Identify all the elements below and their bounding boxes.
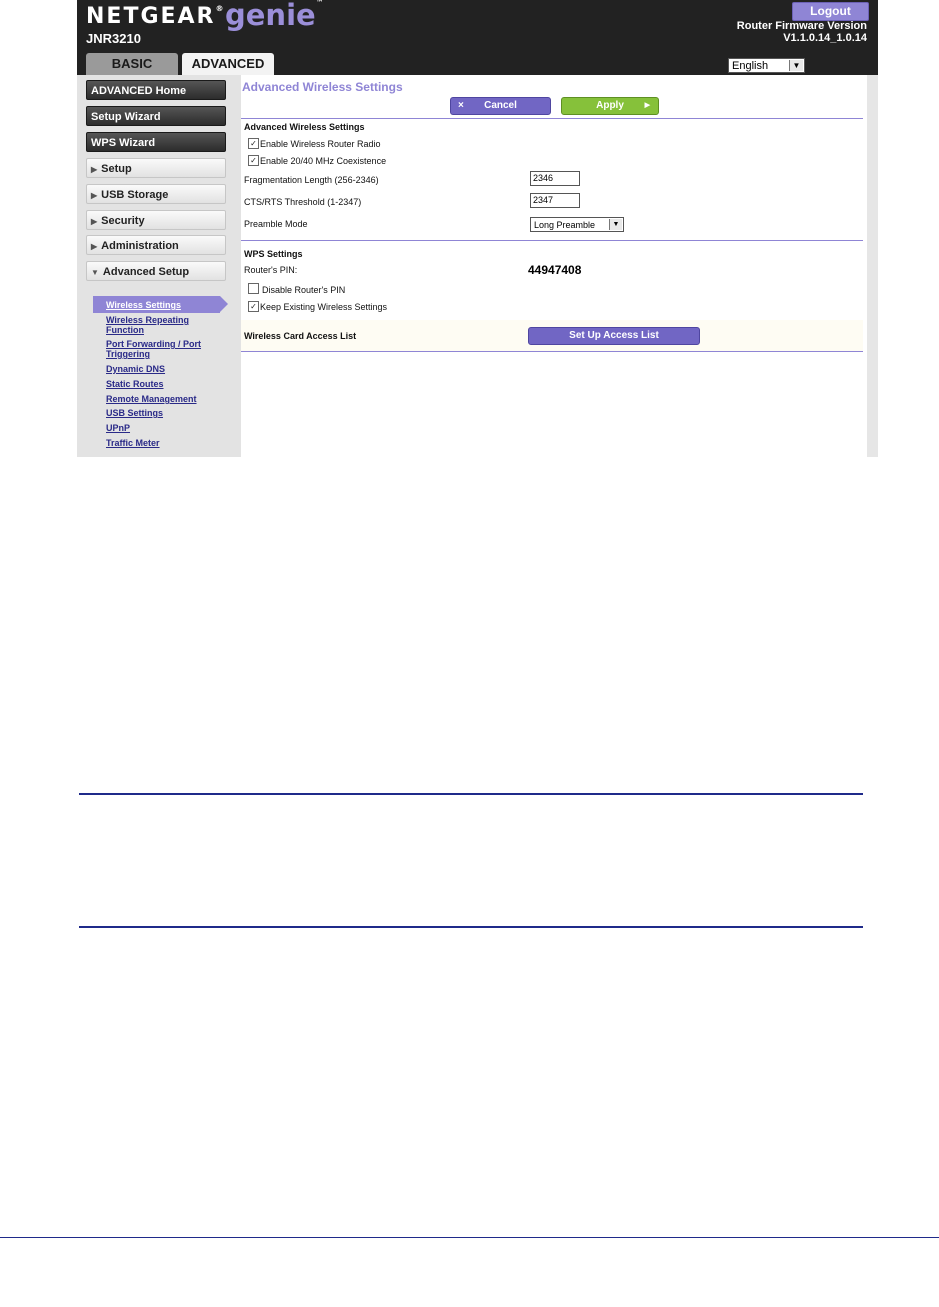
footer-rule bbox=[0, 1237, 939, 1238]
subitem-usb-settings[interactable]: USB Settings bbox=[106, 408, 164, 418]
disable-pin-label: Disable Router's PIN bbox=[262, 285, 346, 295]
cancel-button[interactable]: × Cancel bbox=[450, 97, 551, 115]
triangle-down-icon: ▼ bbox=[91, 268, 99, 277]
chevron-down-icon: ▼ bbox=[789, 60, 803, 71]
tab-basic[interactable]: BASIC bbox=[86, 53, 178, 75]
triangle-right-icon: ▶ bbox=[91, 191, 98, 200]
close-icon: × bbox=[458, 100, 464, 111]
enable-radio-checkbox[interactable] bbox=[248, 138, 259, 149]
enable-radio-label: Enable Wireless Router Radio bbox=[260, 139, 381, 149]
checkmark-icon: ✓ bbox=[250, 302, 257, 311]
triangle-right-icon: ▶ bbox=[91, 165, 98, 174]
router-pin-value: 44947408 bbox=[528, 263, 582, 277]
preamble-mode-label: Preamble Mode bbox=[244, 219, 308, 229]
main-content bbox=[241, 75, 867, 457]
divider bbox=[241, 118, 863, 119]
subitem-upnp[interactable]: UPnP bbox=[106, 423, 131, 433]
advanced-home-button[interactable]: ADVANCED Home bbox=[86, 80, 226, 100]
keep-existing-checkbox[interactable] bbox=[248, 301, 259, 312]
frag-length-input[interactable] bbox=[530, 171, 580, 186]
document-rule bbox=[79, 926, 863, 928]
wps-wizard-button[interactable]: WPS Wizard bbox=[86, 132, 226, 152]
preamble-mode-value: Long Preamble bbox=[534, 220, 596, 230]
language-value: English bbox=[732, 60, 769, 72]
subitem-remote-management[interactable]: Remote Management bbox=[106, 394, 197, 404]
header-bar bbox=[77, 0, 878, 75]
tab-advanced[interactable]: ADVANCED bbox=[182, 53, 274, 75]
keep-existing-label: Keep Existing Wireless Settings bbox=[260, 302, 388, 312]
language-select[interactable] bbox=[728, 58, 805, 73]
setup-wizard-button[interactable]: Setup Wizard bbox=[86, 106, 226, 126]
wireless-section-heading: Advanced Wireless Settings bbox=[244, 122, 365, 132]
sidebar-item-setup[interactable]: ▶ Setup bbox=[86, 158, 226, 178]
enable-coexist-checkbox[interactable] bbox=[248, 155, 259, 166]
divider bbox=[241, 240, 863, 241]
enable-coexist-label: Enable 20/40 MHz Coexistence bbox=[260, 156, 387, 166]
preamble-mode-select[interactable] bbox=[530, 217, 624, 232]
sidebar-item-advanced-setup[interactable]: ▼ Advanced Setup bbox=[86, 261, 226, 281]
set-up-access-list-button[interactable]: Set Up Access List bbox=[528, 327, 700, 345]
subitem-dynamic-dns[interactable]: Dynamic DNS bbox=[106, 364, 166, 374]
checkmark-icon: ✓ bbox=[250, 139, 257, 148]
router-model: JNR3210 bbox=[86, 31, 141, 46]
cts-threshold-label: CTS/RTS Threshold (1-2347) bbox=[244, 197, 362, 207]
apply-button[interactable]: Apply ▶ bbox=[561, 97, 659, 115]
router-admin-screenshot bbox=[77, 0, 878, 457]
subitem-wireless-settings[interactable]: Wireless Settings bbox=[93, 296, 220, 313]
router-pin-label: Router's PIN: bbox=[244, 265, 298, 275]
page-title: Advanced Wireless Settings bbox=[242, 80, 403, 94]
subitem-static-routes[interactable]: Static Routes bbox=[106, 379, 164, 389]
cts-threshold-input[interactable] bbox=[530, 193, 580, 208]
disable-pin-checkbox[interactable] bbox=[248, 283, 259, 294]
sidebar-item-administration[interactable]: ▶ Administration bbox=[86, 235, 226, 255]
divider bbox=[241, 351, 863, 352]
document-rule bbox=[79, 793, 863, 795]
sidebar-item-security[interactable]: ▶ Security bbox=[86, 210, 226, 230]
subitem-traffic-meter[interactable]: Traffic Meter bbox=[106, 438, 160, 448]
access-list-label: Wireless Card Access List bbox=[244, 331, 357, 341]
sidebar bbox=[77, 75, 241, 457]
genie-logo: genie™ bbox=[225, 0, 324, 32]
logout-button[interactable]: Logout bbox=[792, 2, 869, 21]
subitem-port-forwarding[interactable]: Port Forwarding / Port Triggering bbox=[106, 339, 202, 359]
subitem-wireless-repeating[interactable]: Wireless Repeating Function bbox=[106, 315, 189, 335]
triangle-right-icon: ▶ bbox=[91, 242, 98, 251]
chevron-down-icon: ▼ bbox=[609, 219, 622, 230]
wps-section-heading: WPS Settings bbox=[244, 249, 303, 259]
sidebar-item-usb-storage[interactable]: ▶ USB Storage bbox=[86, 184, 226, 204]
firmware-version: V1.1.0.14_1.0.14 bbox=[783, 32, 867, 44]
netgear-logo: NETGEAR® bbox=[86, 4, 224, 29]
firmware-label: Router Firmware Version bbox=[736, 20, 867, 32]
arrow-right-icon: ▶ bbox=[644, 102, 650, 109]
checkmark-icon: ✓ bbox=[250, 156, 257, 165]
triangle-right-icon: ▶ bbox=[91, 217, 98, 226]
frag-length-label: Fragmentation Length (256-2346) bbox=[244, 175, 379, 185]
